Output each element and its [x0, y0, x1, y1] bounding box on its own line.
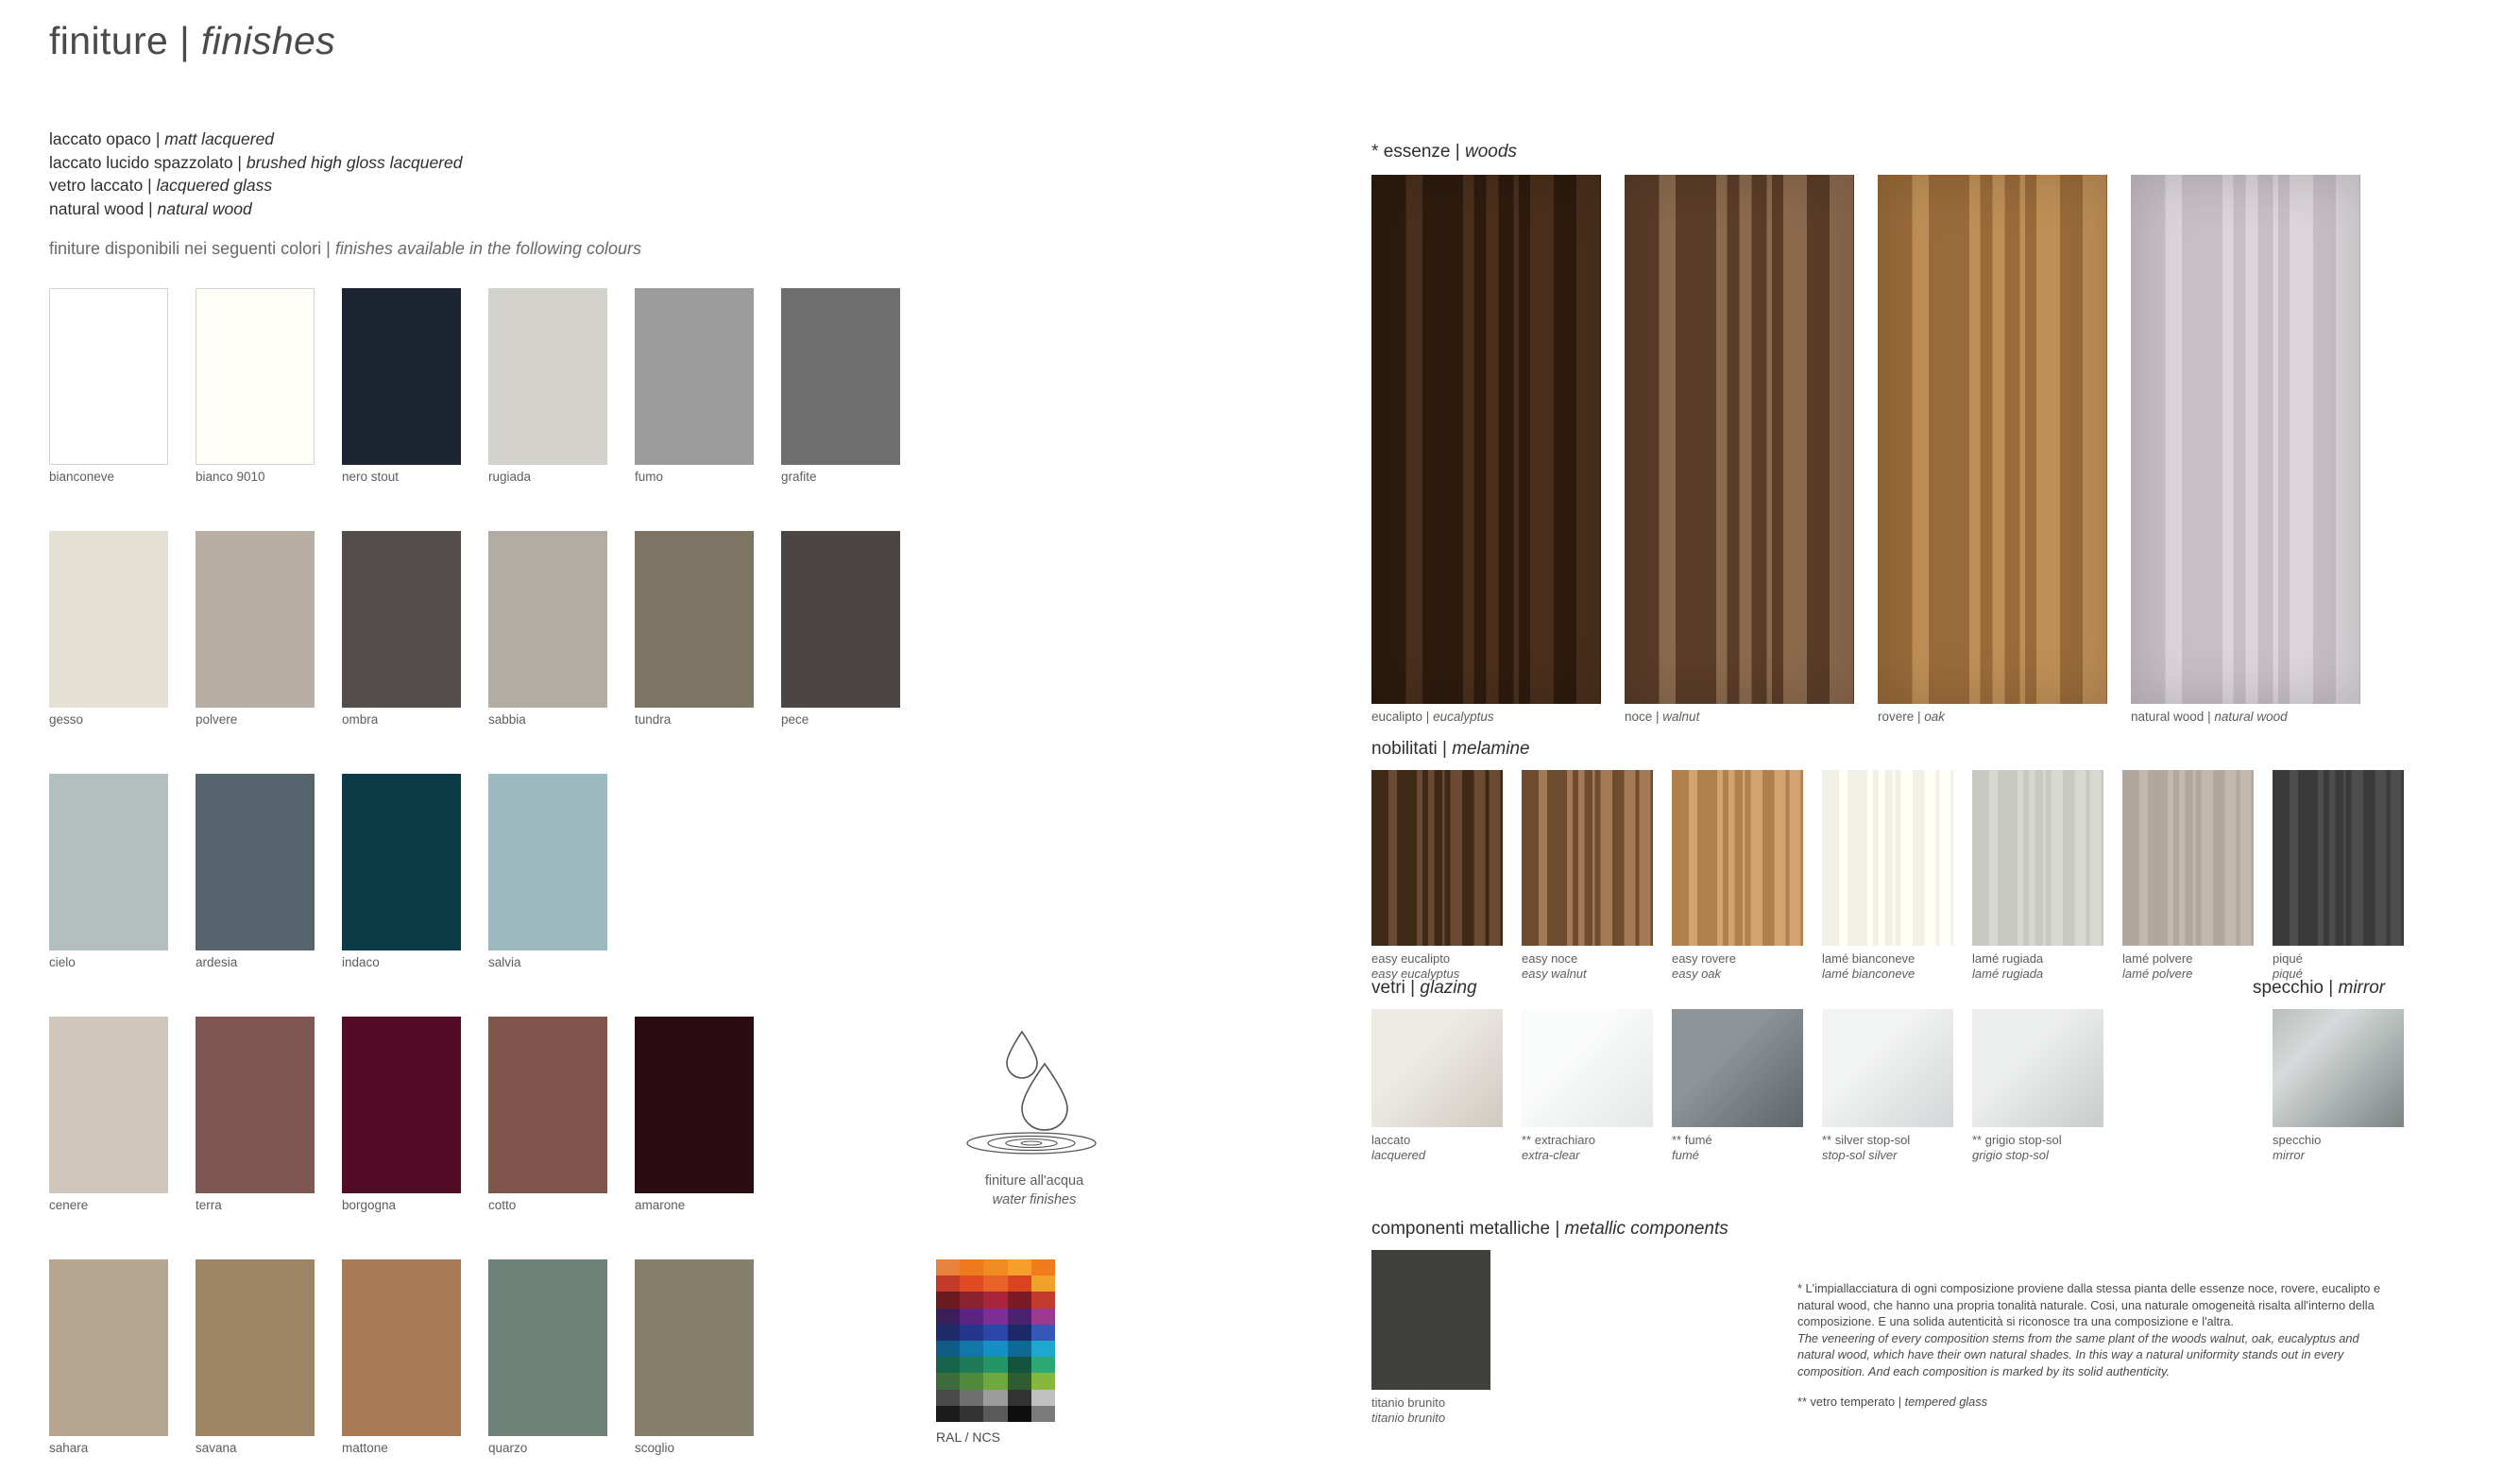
ral-colour-cell: [983, 1292, 1007, 1308]
mirror-swatch[interactable]: [2273, 1009, 2404, 1162]
colour-chip: [196, 1259, 315, 1436]
ral-colour-cell: [983, 1309, 1007, 1325]
page-title-en: finishes: [200, 19, 336, 62]
melamine-caption-it: easy rovere: [1672, 951, 1736, 966]
colour-swatch[interactable]: [488, 288, 607, 484]
melamine-caption: [1522, 951, 1587, 982]
colour-chip: [49, 774, 168, 950]
colour-swatch[interactable]: [635, 531, 754, 727]
ral-colour-cell: [1031, 1292, 1055, 1308]
melamine-caption: [1371, 951, 1459, 982]
glazing-swatch[interactable]: [1972, 1009, 2103, 1162]
water-drop-icon: [963, 1022, 1105, 1159]
melamine-swatch[interactable]: [1822, 770, 1953, 981]
ral-colour-cell: [983, 1341, 1007, 1357]
ral-colour-cell: [936, 1341, 960, 1357]
melamine-caption-it: lamé rugiada: [1972, 951, 2044, 966]
colour-caption: mattone: [342, 1441, 388, 1455]
colour-chip: [635, 531, 754, 708]
colour-swatch[interactable]: [488, 1017, 607, 1212]
glazing-caption-en: lacquered: [1371, 1148, 1426, 1162]
colour-swatch[interactable]: [342, 531, 461, 727]
glazing-heading-it: vetri: [1371, 978, 1405, 998]
metallic-chip: [1371, 1250, 1490, 1390]
colour-chip: [342, 774, 461, 950]
ral-colour-cell: [1008, 1341, 1031, 1357]
colour-chip: [635, 1017, 754, 1193]
mirror-caption: [2273, 1133, 2321, 1163]
ral-colour-cell: [960, 1325, 983, 1341]
colour-caption: gesso: [49, 712, 84, 727]
glazing-caption-it: ** extrachiaro: [1522, 1133, 1596, 1147]
finish-type-en: natural wood: [157, 198, 252, 218]
wood-panel: [2131, 175, 2360, 704]
colour-swatch[interactable]: [49, 531, 168, 727]
colour-chip: [342, 531, 461, 708]
glazing-chip: [1371, 1009, 1503, 1127]
page-title-it: finiture: [49, 19, 169, 62]
colour-swatch[interactable]: [342, 1017, 461, 1212]
melamine-swatch[interactable]: [2273, 770, 2404, 981]
glazing-caption-en: grigio stop-sol: [1972, 1148, 2049, 1162]
colour-swatch[interactable]: [49, 774, 168, 969]
colour-caption: cenere: [49, 1198, 89, 1212]
colour-chip: [196, 1017, 315, 1193]
colour-chip: [49, 288, 168, 465]
colour-chip: [488, 1017, 607, 1193]
finish-type-it: natural wood: [49, 198, 145, 218]
melamine-chip: [1972, 770, 2103, 946]
melamine-swatch[interactable]: [1371, 770, 1503, 981]
melamine-caption-en: piqué: [2273, 967, 2303, 981]
ral-colour-cell: [1031, 1373, 1055, 1389]
mirror-heading-it: specchio: [2253, 978, 2324, 998]
glazing-heading-en: glazing: [1420, 978, 1477, 998]
melamine-caption: [1972, 951, 2043, 982]
mirror-heading-sep: |: [2324, 978, 2339, 998]
glazing-caption: [1371, 1133, 1425, 1163]
colour-caption: cielo: [49, 955, 76, 969]
ral-colour-cell: [1008, 1309, 1031, 1325]
colour-caption: indaco: [342, 955, 380, 969]
wood-caption-it: rovere: [1878, 710, 1915, 724]
glazing-heading-sep: |: [1405, 978, 1421, 998]
wood-swatch[interactable]: [1371, 175, 1601, 724]
finish-type-sep: |: [144, 198, 158, 218]
colour-caption: rugiada: [488, 470, 532, 484]
metallic-heading-en: metallic components: [1564, 1219, 1728, 1239]
melamine-caption: [1822, 951, 1915, 982]
availability-note-sep: |: [321, 239, 335, 258]
ral-colour-cell: [936, 1275, 960, 1292]
finish-type-en: lacquered glass: [156, 176, 273, 195]
melamine-chip: [2273, 770, 2404, 946]
colour-chip: [196, 288, 315, 465]
colour-caption: bianco 9010: [196, 470, 265, 484]
finish-type-en: brushed high gloss lacquered: [246, 152, 463, 172]
glazing-caption: [1822, 1133, 1910, 1163]
wood-caption: [1878, 710, 1945, 724]
metallic-heading: [1371, 1219, 1728, 1240]
colour-swatch[interactable]: [488, 774, 607, 969]
ral-colour-cell: [1031, 1390, 1055, 1406]
ral-colour-cell: [936, 1259, 960, 1275]
ral-colour-cell: [1008, 1373, 1031, 1389]
ral-colour-cell: [960, 1373, 983, 1389]
ral-colour-cell: [1031, 1406, 1055, 1422]
wood-swatch[interactable]: [1878, 175, 2107, 724]
wood-swatch[interactable]: [1625, 175, 1854, 724]
colour-chip: [342, 1017, 461, 1193]
melamine-caption-it: easy noce: [1522, 951, 1578, 966]
colour-chip: [49, 1259, 168, 1436]
melamine-heading-it: nobilitati: [1371, 739, 1438, 759]
ral-colour-cell: [1031, 1259, 1055, 1275]
colour-chip: [196, 531, 315, 708]
ral-colour-cell: [1031, 1357, 1055, 1373]
footnote-1-it: * L'impiallacciatura di ogni composizione proviene dalla stessa pianta delle essenze noce, rovere, eucalipto e natural wood, che hanno una propria tonalità naturale. Cosi, una naturale omogeneità risalta all'interno della composizione. E una solida autenticità si riconosce tra una composizione e l'altra.: [1797, 1281, 2381, 1328]
wood-caption-en: eucalyptus: [1433, 710, 1494, 724]
melamine-swatch[interactable]: [1672, 770, 1803, 981]
colour-chip: [635, 288, 754, 465]
colour-swatch[interactable]: [635, 1259, 754, 1455]
melamine-swatch[interactable]: [1522, 770, 1653, 981]
melamine-swatch[interactable]: [2122, 770, 2254, 981]
wood-panel: [1371, 175, 1601, 704]
woods-heading-star: *: [1371, 142, 1384, 162]
colour-chip: [635, 1259, 754, 1436]
wood-caption-en: oak: [1924, 710, 1946, 724]
melamine-caption-it: lamé bianconeve: [1822, 951, 1916, 966]
colour-swatch[interactable]: [488, 531, 607, 727]
ral-colour-cell: [1008, 1406, 1031, 1422]
melamine-caption-it: easy eucalipto: [1371, 951, 1451, 966]
glazing-caption: [1972, 1133, 2062, 1163]
colour-chip: [196, 774, 315, 950]
glazing-caption-en: fumé: [1672, 1148, 1699, 1162]
melamine-chip: [1371, 770, 1503, 946]
colour-caption: sahara: [49, 1441, 89, 1455]
glazing-chip: [1972, 1009, 2103, 1127]
finish-type-it: vetro laccato: [49, 176, 144, 195]
ral-colour-cell: [960, 1357, 983, 1373]
woods-heading-it: essenze: [1383, 142, 1451, 162]
availability-note: [49, 239, 1315, 259]
ral-colour-cell: [983, 1325, 1007, 1341]
glazing-caption-it: ** grigio stop-sol: [1972, 1133, 2062, 1147]
glazing-caption: [1522, 1133, 1595, 1163]
colour-chip: [781, 531, 900, 708]
page-title: [49, 19, 335, 63]
finish-type-row: [49, 197, 1315, 221]
glazing-caption-it: ** fumé: [1672, 1133, 1712, 1147]
colour-caption: pece: [781, 712, 809, 727]
ral-colour-cell: [1031, 1309, 1055, 1325]
finish-type-sep: |: [232, 152, 247, 172]
colour-swatch[interactable]: [781, 288, 900, 484]
wood-caption-it: natural wood: [2131, 710, 2205, 724]
ral-colour-cell: [1031, 1275, 1055, 1292]
colour-caption: scoglio: [635, 1441, 675, 1455]
colour-swatch[interactable]: [488, 1259, 607, 1455]
finish-type-row: [49, 174, 1315, 197]
page-title-separator: |: [179, 19, 191, 62]
colour-swatch[interactable]: [196, 531, 315, 727]
glazing-swatch[interactable]: [1672, 1009, 1803, 1162]
metallic-caption-en: titanio brunito: [1371, 1411, 1446, 1425]
mirror-chip: [2273, 1009, 2404, 1127]
melamine-caption-it: piqué: [2273, 951, 2303, 966]
colour-swatch[interactable]: [196, 1259, 315, 1455]
footnote-2: [1797, 1394, 2383, 1411]
colour-caption: sabbia: [488, 712, 526, 727]
footnotes: [1797, 1280, 2383, 1411]
melamine-caption-en: lamé rugiada: [1972, 967, 2044, 981]
glazing-caption: [1672, 1133, 1712, 1163]
melamine-swatch[interactable]: [1972, 770, 2103, 981]
ral-colour-cell: [960, 1259, 983, 1275]
colour-caption: amarone: [635, 1198, 686, 1212]
colour-swatch[interactable]: [342, 1259, 461, 1455]
wood-panel: [1625, 175, 1854, 704]
woods-heading-sep: |: [1450, 142, 1465, 162]
colour-swatch[interactable]: [342, 288, 461, 484]
colour-caption: borgogna: [342, 1198, 397, 1212]
wood-caption: [2131, 710, 2288, 724]
melamine-heading: [1371, 739, 1530, 760]
availability-note-en: finishes available in the following colours: [334, 239, 642, 258]
colour-caption: bianconeve: [49, 470, 115, 484]
footnote-2-sep: |: [1895, 1395, 1905, 1409]
colour-chip: [488, 288, 607, 465]
wood-caption-en: natural wood: [2214, 710, 2288, 724]
glazing-caption-en: stop-sol silver: [1822, 1148, 1898, 1162]
availability-note-it: finiture disponibili nei seguenti colori: [49, 239, 322, 258]
melamine-caption-en: easy oak: [1672, 967, 1722, 981]
ral-colour-cell: [960, 1341, 983, 1357]
melamine-caption: [2273, 951, 2303, 982]
finish-type-sep: |: [151, 129, 165, 148]
ral-colour-cell: [960, 1309, 983, 1325]
ral-colour-cell: [936, 1325, 960, 1341]
colour-caption: savana: [196, 1441, 237, 1455]
colour-caption: fumo: [635, 470, 664, 484]
ral-colour-cell: [983, 1259, 1007, 1275]
ral-colour-cell: [983, 1357, 1007, 1373]
wood-caption-sep: |: [1422, 710, 1434, 724]
glazing-swatch[interactable]: [1522, 1009, 1653, 1162]
ral-colour-cell: [1031, 1325, 1055, 1341]
wood-caption-it: noce: [1625, 710, 1653, 724]
ral-colour-cell: [1008, 1275, 1031, 1292]
woods-heading-en: woods: [1464, 142, 1517, 162]
melamine-chip: [2122, 770, 2254, 946]
ral-colour-cell: [960, 1292, 983, 1308]
melamine-chip: [1672, 770, 1803, 946]
colour-swatch[interactable]: [781, 531, 900, 727]
metallic-caption-it: titanio brunito: [1371, 1395, 1446, 1410]
wood-swatch[interactable]: [2131, 175, 2360, 724]
glazing-chip: [1672, 1009, 1803, 1127]
melamine-caption: [1672, 951, 1736, 982]
colour-caption: ardesia: [196, 955, 238, 969]
melamine-caption-en: lamé bianconeve: [1822, 967, 1916, 981]
glazing-caption-en: extra-clear: [1522, 1148, 1580, 1162]
colour-caption: terra: [196, 1198, 222, 1212]
ral-colour-cell: [1031, 1341, 1055, 1357]
finish-type-it: laccato opaco: [49, 129, 151, 148]
ral-colour-cell: [1008, 1325, 1031, 1341]
mirror-heading-en: mirror: [2338, 978, 2386, 998]
finish-type-en: matt lacquered: [164, 129, 275, 148]
footnote-2-it: ** vetro temperato: [1797, 1395, 1896, 1409]
finish-type-it: laccato lucido spazzolato: [49, 152, 233, 172]
ral-colour-cell: [936, 1292, 960, 1308]
footnote-1-en: The veneering of every composition stems from the same plant of the woods walnut, oak, eucalyptus and natural wood, which have their own natural shades. In this way a natural uniformity stands out in every composition. And each composition is marked by its solid authenticity.: [1797, 1330, 2359, 1378]
melamine-caption-it: lamé polvere: [2122, 951, 2193, 966]
ral-colour-cell: [960, 1275, 983, 1292]
wood-caption-en: walnut: [1662, 710, 1700, 724]
ral-colour-cell: [983, 1406, 1007, 1422]
ral-colour-grid: [936, 1259, 1055, 1422]
metallic-caption: [1371, 1395, 1445, 1426]
colour-chip: [488, 531, 607, 708]
colour-chip: [342, 1259, 461, 1436]
water-finishes-it: finiture all'acqua: [984, 1173, 1084, 1189]
melamine-heading-en: melamine: [1452, 739, 1530, 759]
glazing-chip: [1822, 1009, 1953, 1127]
metallic-swatch: [1371, 1250, 1490, 1425]
ral-ncs-block: [936, 1259, 1055, 1445]
water-finishes-caption: [930, 1172, 1138, 1209]
footnote-2-en: tempered glass: [1904, 1395, 1988, 1409]
metallic-heading-sep: |: [1550, 1219, 1565, 1239]
ral-colour-cell: [936, 1373, 960, 1389]
water-finishes-en: water finishes: [992, 1192, 1077, 1207]
colour-swatch[interactable]: [49, 1259, 168, 1455]
mirror-caption-it: specchio: [2273, 1133, 2322, 1147]
ral-colour-cell: [936, 1406, 960, 1422]
glazing-swatch[interactable]: [1371, 1009, 1503, 1162]
colour-caption: tundra: [635, 712, 672, 727]
ral-colour-cell: [983, 1275, 1007, 1292]
colour-caption: nero stout: [342, 470, 400, 484]
mirror-caption-en: mirror: [2273, 1148, 2305, 1162]
ral-colour-cell: [983, 1390, 1007, 1406]
colour-swatch[interactable]: [196, 774, 315, 969]
glazing-caption-it: laccato: [1371, 1133, 1411, 1147]
colour-chip: [49, 531, 168, 708]
wood-caption-sep: |: [1652, 710, 1663, 724]
colour-caption: ombra: [342, 712, 379, 727]
colour-chip: [49, 1017, 168, 1193]
melamine-heading-sep: |: [1437, 739, 1453, 759]
colour-caption: cotto: [488, 1198, 517, 1212]
ral-label: RAL / NCS: [936, 1429, 1000, 1445]
colour-swatch[interactable]: [196, 1017, 315, 1212]
ral-colour-cell: [983, 1373, 1007, 1389]
colour-swatch[interactable]: [49, 1017, 168, 1212]
colour-caption: polvere: [196, 712, 238, 727]
melamine-caption-en: easy eucalyptus: [1371, 967, 1460, 981]
finish-types-list: [49, 128, 1315, 220]
ral-colour-cell: [936, 1309, 960, 1325]
ral-colour-cell: [1008, 1259, 1031, 1275]
glazing-swatch[interactable]: [1822, 1009, 1953, 1162]
melamine-caption: [2122, 951, 2192, 982]
colour-chip: [781, 288, 900, 465]
colour-chip: [342, 288, 461, 465]
ral-colour-cell: [936, 1390, 960, 1406]
metallic-heading-it: componenti metalliche: [1371, 1219, 1551, 1239]
wood-caption-sep: |: [2204, 710, 2215, 724]
colour-caption: salvia: [488, 955, 521, 969]
wood-caption-it: eucalipto: [1371, 710, 1423, 724]
finish-type-row: [49, 128, 1315, 151]
ral-colour-cell: [960, 1390, 983, 1406]
wood-caption-sep: |: [1914, 710, 1925, 724]
colour-chip: [488, 1259, 607, 1436]
wood-caption: [1371, 710, 1494, 724]
ral-colour-cell: [936, 1357, 960, 1373]
melamine-caption-en: lamé polvere: [2122, 967, 2193, 981]
melamine-chip: [1822, 770, 1953, 946]
melamine-chip: [1522, 770, 1653, 946]
colour-swatch[interactable]: [49, 288, 168, 484]
water-finishes-block: [930, 1022, 1138, 1209]
finish-type-row: [49, 151, 1315, 175]
colour-swatch[interactable]: [196, 288, 315, 484]
woods-heading: [1371, 142, 1517, 163]
finish-type-sep: |: [143, 176, 157, 195]
left-column: [49, 128, 1315, 259]
colour-swatch[interactable]: [342, 774, 461, 969]
ral-colour-cell: [1008, 1357, 1031, 1373]
ral-colour-cell: [1008, 1292, 1031, 1308]
melamine-caption-en: easy walnut: [1522, 967, 1587, 981]
wood-panel: [1878, 175, 2107, 704]
colour-swatch[interactable]: [635, 1017, 754, 1212]
glazing-chip: [1522, 1009, 1653, 1127]
colour-chip: [488, 774, 607, 950]
wood-caption: [1625, 710, 1699, 724]
glazing-caption-it: ** silver stop-sol: [1822, 1133, 1911, 1147]
colour-caption: quarzo: [488, 1441, 528, 1455]
ral-colour-cell: [1008, 1390, 1031, 1406]
colour-caption: grafite: [781, 470, 817, 484]
colour-swatch[interactable]: [635, 288, 754, 484]
ral-colour-cell: [960, 1406, 983, 1422]
